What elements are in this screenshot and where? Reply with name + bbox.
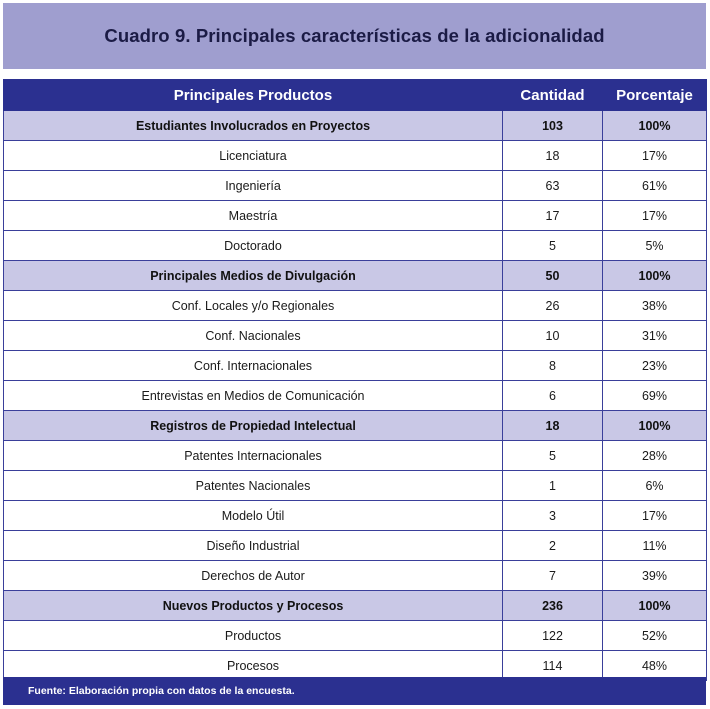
row-percent: 23% xyxy=(603,351,707,381)
table-row xyxy=(4,201,707,231)
row-quantity: 6 xyxy=(503,381,603,411)
row-quantity: 236 xyxy=(503,591,603,621)
row-percent: 31% xyxy=(603,321,707,351)
row-label: Registros de Propiedad Intelectual xyxy=(4,411,503,441)
table-row xyxy=(4,231,707,261)
row-label: Ingeniería xyxy=(4,171,503,201)
row-quantity: 26 xyxy=(503,291,603,321)
row-quantity: 122 xyxy=(503,621,603,651)
row-percent: 100% xyxy=(603,411,707,441)
row-quantity: 3 xyxy=(503,501,603,531)
row-label: Conf. Nacionales xyxy=(4,321,503,351)
row-quantity: 10 xyxy=(503,321,603,351)
title-bar xyxy=(3,3,706,69)
table-container xyxy=(3,79,706,681)
source-footer xyxy=(3,677,706,705)
table-row xyxy=(4,501,707,531)
table-row xyxy=(4,561,707,591)
table-row xyxy=(4,351,707,381)
row-label: Entrevistas en Medios de Comunicación xyxy=(4,381,503,411)
table-header-row xyxy=(4,80,707,111)
row-label: Diseño Industrial xyxy=(4,531,503,561)
table-row xyxy=(4,381,707,411)
table-body xyxy=(4,111,707,681)
row-label: Modelo Útil xyxy=(4,501,503,531)
row-percent: 17% xyxy=(603,141,707,171)
row-percent: 38% xyxy=(603,291,707,321)
row-label: Patentes Nacionales xyxy=(4,471,503,501)
table-row xyxy=(4,651,707,681)
row-percent: 28% xyxy=(603,441,707,471)
row-quantity: 103 xyxy=(503,111,603,141)
row-quantity: 18 xyxy=(503,141,603,171)
table-row xyxy=(4,531,707,561)
row-label: Derechos de Autor xyxy=(4,561,503,591)
table-row xyxy=(4,321,707,351)
row-quantity: 18 xyxy=(503,411,603,441)
row-label: Licenciatura xyxy=(4,141,503,171)
row-percent: 11% xyxy=(603,531,707,561)
row-quantity: 5 xyxy=(503,441,603,471)
header-products: Principales Productos xyxy=(4,80,503,111)
table-row xyxy=(4,441,707,471)
row-percent: 69% xyxy=(603,381,707,411)
row-percent: 48% xyxy=(603,651,707,681)
row-quantity: 2 xyxy=(503,531,603,561)
row-percent: 100% xyxy=(603,111,707,141)
row-percent: 6% xyxy=(603,471,707,501)
row-quantity: 50 xyxy=(503,261,603,291)
row-quantity: 1 xyxy=(503,471,603,501)
header-quantity: Cantidad xyxy=(503,80,603,111)
header-percent: Porcentaje xyxy=(603,80,707,111)
row-percent: 61% xyxy=(603,171,707,201)
characteristics-table xyxy=(3,79,707,681)
row-quantity: 17 xyxy=(503,201,603,231)
table-title: Cuadro 9. Principales características de la adicionalidad xyxy=(104,25,605,46)
group-row xyxy=(4,111,707,141)
row-quantity: 5 xyxy=(503,231,603,261)
row-percent: 17% xyxy=(603,501,707,531)
row-percent: 39% xyxy=(603,561,707,591)
row-label: Estudiantes Involucrados en Proyectos xyxy=(4,111,503,141)
source-note: Fuente: Elaboración propia con datos de la encuesta. xyxy=(28,685,295,697)
row-label: Maestría xyxy=(4,201,503,231)
row-percent: 17% xyxy=(603,201,707,231)
row-percent: 5% xyxy=(603,231,707,261)
row-quantity: 63 xyxy=(503,171,603,201)
row-label: Productos xyxy=(4,621,503,651)
row-quantity: 8 xyxy=(503,351,603,381)
row-label: Nuevos Productos y Procesos xyxy=(4,591,503,621)
row-label: Procesos xyxy=(4,651,503,681)
group-row xyxy=(4,411,707,441)
table-row xyxy=(4,291,707,321)
row-percent: 100% xyxy=(603,261,707,291)
group-row xyxy=(4,261,707,291)
row-label: Principales Medios de Divulgación xyxy=(4,261,503,291)
table-row xyxy=(4,621,707,651)
table-row xyxy=(4,171,707,201)
row-percent: 100% xyxy=(603,591,707,621)
row-quantity: 114 xyxy=(503,651,603,681)
row-percent: 52% xyxy=(603,621,707,651)
table-row xyxy=(4,141,707,171)
row-label: Conf. Internacionales xyxy=(4,351,503,381)
group-row xyxy=(4,591,707,621)
table-row xyxy=(4,471,707,501)
row-label: Conf. Locales y/o Regionales xyxy=(4,291,503,321)
row-label: Patentes Internacionales xyxy=(4,441,503,471)
row-label: Doctorado xyxy=(4,231,503,261)
row-quantity: 7 xyxy=(503,561,603,591)
